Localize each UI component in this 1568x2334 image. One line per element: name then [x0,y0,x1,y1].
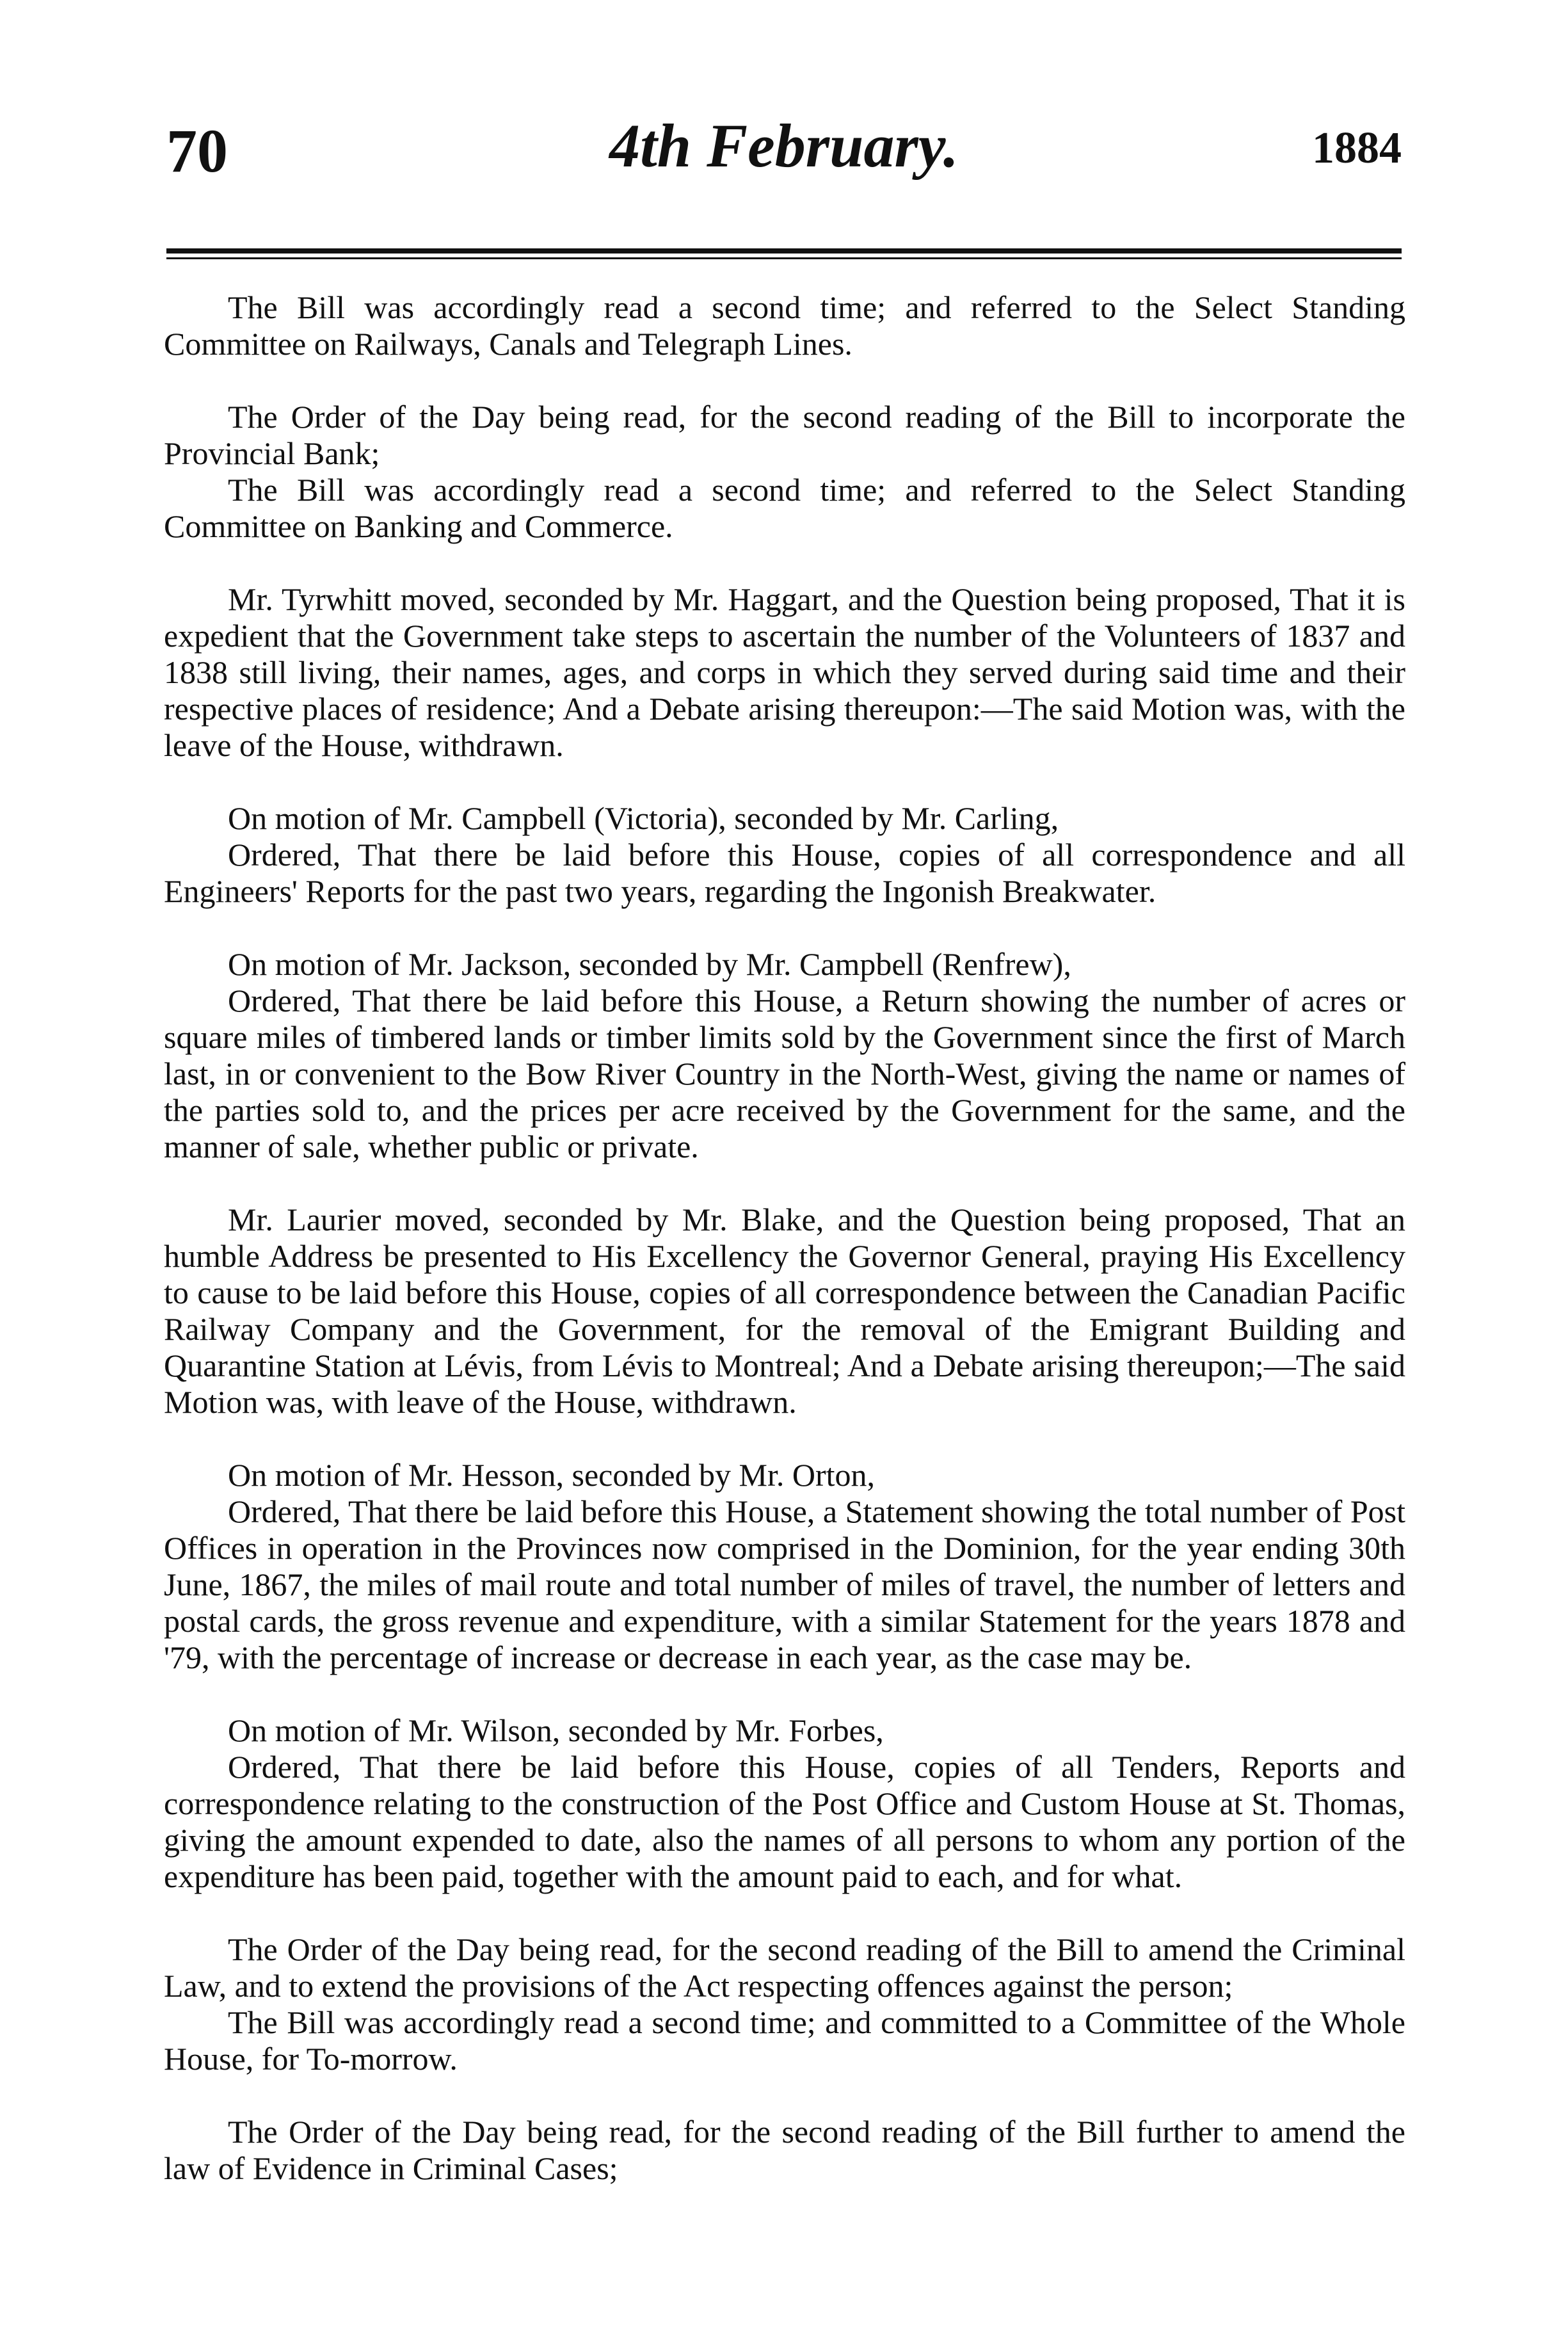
page-body [164,289,1405,2187]
paragraph: Ordered, That there be laid before this House, copies of all Tenders, Reports and correspondence relating to the construction of the Post Office and Custom House at St. Thomas, giving the amount expended to date, also the names of all persons to whom any portion of the expenditure has been paid, together with the amount paid to each, and for what. [164,1749,1405,1894]
paragraph: On motion of Mr. Hesson, seconded by Mr. Orton, [228,1457,876,1493]
paragraph: The Order of the Day being read, for the second reading of the Bill to amend the Criminal Law, and to extend the provisions of the Act respecting offences against the person; [164,1931,1405,2004]
paragraph: On motion of Mr. Jackson, seconded by Mr. Campbell (Renfrew), [228,946,1071,982]
paragraph: The Order of the Day being read, for the second reading of the Bill to incorporate the Provincial Bank; [164,399,1405,471]
year: 1884 [1312,124,1402,173]
header-rule-thin [166,257,1402,259]
paragraph: Mr. Tyrwhitt moved, seconded by Mr. Haggart, and the Question being proposed, That it is expedient that the Government take steps to ascertain the number of the Volunteers of 1837 and 1838 still living, their names, ages, and corps in which they served during said time and their respective places of residence; And a Debate arising thereupon:—The said Motion was, with the leave of the House, withdrawn. [164,581,1405,763]
page-header [166,102,1402,186]
paragraph: Ordered, That there be laid before this House, copies of all correspondence and all Engineers' Reports for the past two years, regarding the Ingonish Breakwater. [164,837,1405,909]
paragraph: Ordered, That there be laid before this House, a Return showing the number of acres or square miles of timbered lands or timber limits sold by the Government since the first of March last, in or convenient to the Bow River Country in the North-West, giving the name or names of the parties sold to, and the prices per acre received by the Government for the same, and the manner of sale, whether public or private. [164,983,1405,1164]
paragraph: On motion of Mr. Campbell (Victoria), seconded by Mr. Carling, [228,800,1059,836]
page-number: 70 [166,117,228,185]
paragraph: The Bill was accordingly read a second time; and referred to the Select Standing Committee on Railways, Canals and Telegraph Lines. [164,289,1405,362]
paragraph: The Order of the Day being read, for the second reading of the Bill further to amend the law of Evidence in Criminal Cases; [164,2114,1405,2186]
running-title: 4th February. [609,111,959,180]
paragraph: On motion of Mr. Wilson, seconded by Mr. Forbes, [228,1712,884,1748]
paragraph: The Bill was accordingly read a second time; and referred to the Select Standing Committee on Banking and Commerce. [164,472,1405,544]
header-rule-thick [166,248,1402,254]
paragraph: Ordered, That there be laid before this House, a Statement showing the total number of Post Offices in operation in the Provinces now comprised in the Dominion, for the year ending 30th June, 1867, the miles of mail route and total number of miles of travel, the number of letters and postal cards, the gross revenue and expenditure, with a similar Statement for the years 1878 and '79, with the percentage of increase or decrease in each year, as the case may be. [164,1493,1405,1675]
paragraph: Mr. Laurier moved, seconded by Mr. Blake, and the Question being proposed, That an humble Address be presented to His Excellency the Governor General, praying His Excellency to cause to be laid before this House, copies of all correspondence between the Canadian Pacific Railway Company and the Government, for the removal of the Emigrant Building and Quarantine Station at Lévis, from Lévis to Montreal; And a Debate arising thereupon;—The said Motion was, with leave of the House, withdrawn. [164,1202,1405,1420]
paragraph: The Bill was accordingly read a second time; and committed to a Committee of the Whole House, for To-morrow. [164,2004,1405,2077]
